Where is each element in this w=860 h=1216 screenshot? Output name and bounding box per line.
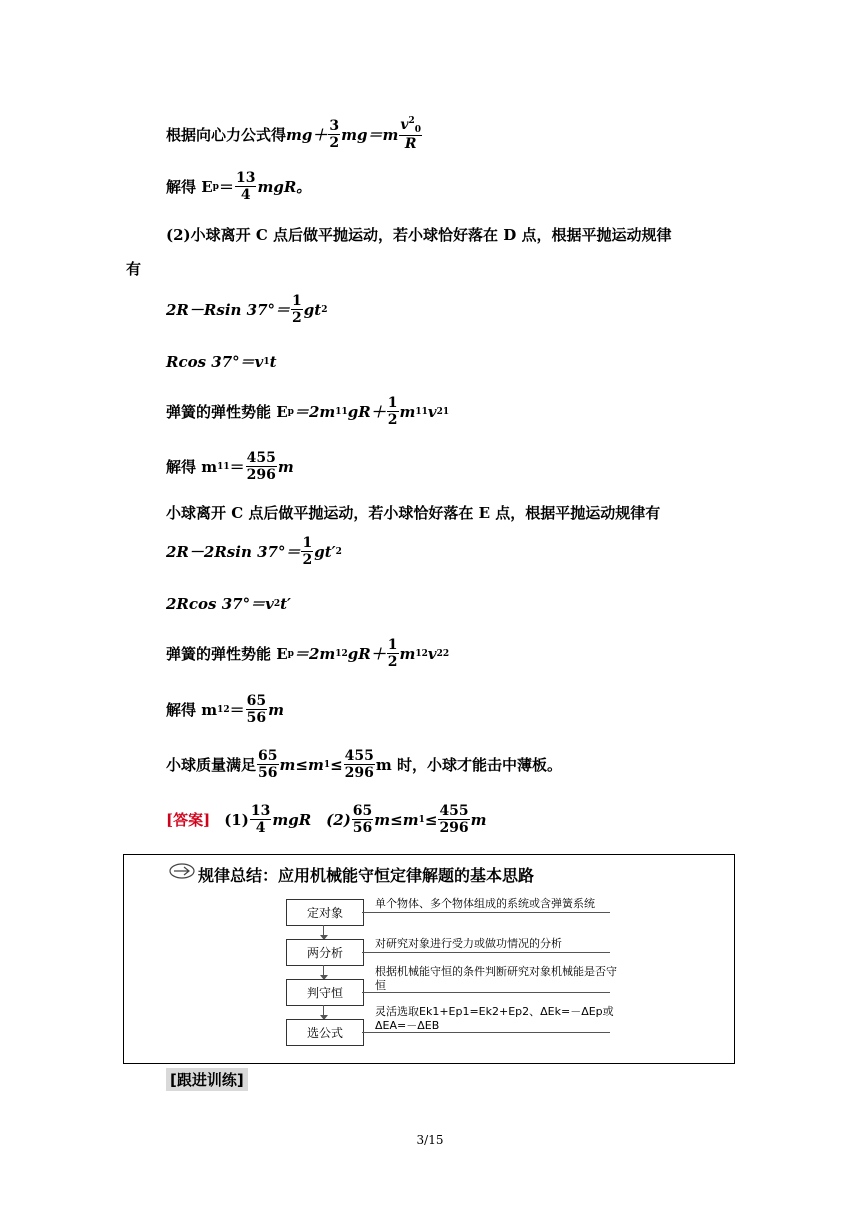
arrow-down-icon: [323, 925, 324, 939]
conclusion-mass-range: 小球质量满足 $\frac{65}{56}$ m≤m 1 ≤ $\frac{455}{296}$ m 时，小球才能击中薄板。: [166, 748, 562, 782]
equation-fall-e: 2R－2Rsin 37°＝ $\frac{1}{2}$ gt′ 2: [166, 535, 342, 569]
fraction: $\frac{1}{2}$: [302, 535, 313, 569]
arrow-down-icon: [323, 1005, 324, 1019]
answer-tag: [答案]: [166, 811, 211, 830]
fraction: $\frac{65}{56}$: [352, 803, 373, 837]
step-desc-2: 对研究对象进行受力或做功情况的分析: [375, 937, 562, 950]
step-desc-4: 灵活选取Ek1+Ep1=Ek2+Ep2、ΔEk=－ΔEp或ΔEA=－ΔEB: [375, 1005, 614, 1032]
denominator: 2: [329, 134, 340, 151]
fraction: $\frac{65}{56}$: [258, 748, 278, 782]
fraction: $\frac{1}{2}$: [387, 637, 398, 671]
text: 解得 E: [166, 178, 213, 197]
equation-solve-m11: 解得 m 11 ＝ $\frac{455}{296}$ m: [166, 450, 294, 484]
step-box-3: 判守恒: [286, 979, 364, 1006]
summary-box: [123, 854, 735, 1064]
pointing-hand-icon: [168, 861, 196, 881]
fraction: $\frac{455}{296}$: [439, 803, 469, 837]
page-number: 3/15: [416, 1133, 444, 1147]
paragraph-fall-e: 小球离开 C 点后做平抛运动，若小球恰好落在 E 点，根据平抛运动规律有: [166, 504, 661, 522]
equation-spring-energy-1: 弹簧的弹性势能 E p ＝2m 11 gR＋ $\frac{1}{2}$ m 11 v 2 1: [166, 395, 450, 429]
summary-title: 规律总结：应用机械能守恒定律解题的基本思路: [198, 866, 535, 885]
fraction: $\frac{455}{296}$: [344, 748, 374, 782]
fraction: $\frac{13}{4}$: [235, 170, 256, 204]
step-desc-1: 单个物体、多个物体组成的系统或含弹簧系统: [375, 897, 595, 910]
fraction: $\frac{1}{2}$: [387, 395, 398, 429]
numerator: 3: [329, 117, 340, 134]
divider: [362, 912, 610, 913]
equation-horizontal-d: Rcos 37°＝v 1 t: [166, 352, 277, 371]
paragraph-part2: (2)小球离开 C 点后做平抛运动，若小球恰好落在 D 点，根据平抛运动规律: [166, 226, 672, 244]
equation-spring-energy-2: 弹簧的弹性势能 E p ＝2m 12 gR＋ $\frac{1}{2}$ m 12 v 2 2: [166, 637, 450, 671]
fraction: [328, 118, 340, 151]
equation-solve-ep: 解得 E p ＝ $\frac{13}{4}$ mgR。: [166, 170, 312, 204]
answer-line: [答案] (1) $\frac{13}{4}$ mgR (2) $\frac{65}{56}$ m≤m 1 ≤ $\frac{455}{296}$ m: [166, 803, 487, 837]
equation-solve-m12: 解得 m 12 ＝ $\frac{65}{56}$ m: [166, 693, 285, 727]
text: mg＋: [286, 125, 328, 144]
equation-fall-d: 2R－Rsin 37°＝ $\frac{1}{2}$ gt 2: [166, 293, 328, 327]
fraction: [399, 116, 422, 152]
fraction: $\frac{65}{56}$: [246, 693, 267, 727]
equation-horizontal-e: 2Rcos 37°＝v 2 t′: [166, 594, 291, 613]
step-box-1: 定对象: [286, 899, 364, 926]
fraction: $\frac{13}{4}$: [250, 803, 271, 837]
denominator: R: [404, 136, 417, 153]
text: mg＝m: [341, 125, 399, 144]
text: 根据向心力公式得: [166, 125, 287, 144]
follow-up-heading: [跟进训练]: [166, 1068, 248, 1091]
equation-centripetal: [166, 116, 423, 152]
step-box-2: 两分析: [286, 939, 364, 966]
divider: [362, 952, 610, 953]
step-desc-3: 根据机械能守恒的条件判断研究对象机械能是否守恒: [375, 965, 617, 992]
step-box-4: 选公式: [286, 1019, 364, 1046]
numerator: $v^2_0$: [400, 116, 422, 135]
arrow-down-icon: [323, 965, 324, 979]
fraction: $\frac{1}{2}$: [292, 293, 302, 327]
fraction: $\frac{455}{296}$: [246, 450, 276, 484]
paragraph-part2-cont: 有: [126, 260, 142, 278]
